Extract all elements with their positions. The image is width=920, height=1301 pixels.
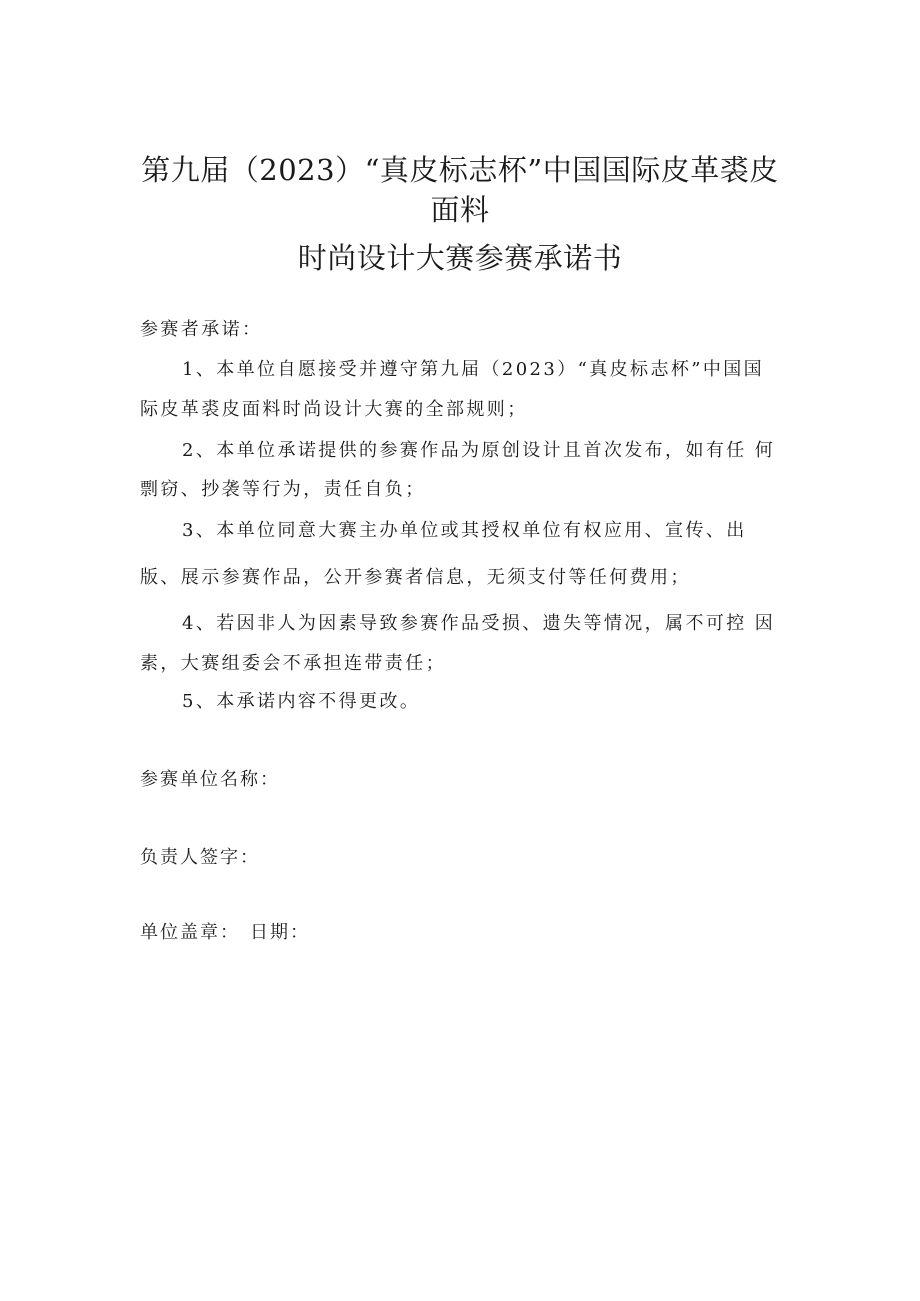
signature-label: 负责人签字： — [140, 847, 260, 868]
item-4-line-1: 4、若因非人为因素导致参赛作品受损、遗失等情况，属不可控 因 — [182, 613, 776, 634]
date-label: 日期： — [250, 922, 310, 943]
item-3-line-2: 版、展示参赛作品，公开参赛者信息，无须支付等任何费用； — [140, 567, 691, 588]
item-1-line-1: 1、本单位自愿接受并遵守第九届（2023）“真皮标志杯”中国国 — [182, 359, 765, 380]
title-line-1: 第九届（2023）“真皮标志杯”中国国际皮革裘皮 — [141, 153, 779, 187]
item-1-line-2: 际皮革裘皮面料时尚设计大赛的全部规则； — [140, 399, 528, 420]
item-2-line-2: 剽窃、抄袭等行为，责任自负； — [140, 479, 426, 500]
item-5-line-1: 5、本承诺内容不得更改。 — [182, 691, 421, 712]
title-line-3: 时尚设计大赛参赛承诺书 — [297, 241, 623, 275]
unit-name-label: 参赛单位名称： — [140, 769, 280, 790]
commitment-intro: 参赛者承诺： — [140, 319, 263, 340]
item-3-line-1: 3、本单位同意大赛主办单位或其授权单位有权应用、宣传、出 — [182, 520, 747, 541]
item-4-line-2: 素，大赛组委会不承担连带责任； — [140, 653, 446, 674]
seal-label: 单位盖章： — [140, 922, 240, 943]
title-line-2: 面料 — [430, 193, 490, 227]
item-2-line-1: 2、本单位承诺提供的参赛作品为原创设计且首次发布，如有任 何 — [182, 440, 776, 461]
